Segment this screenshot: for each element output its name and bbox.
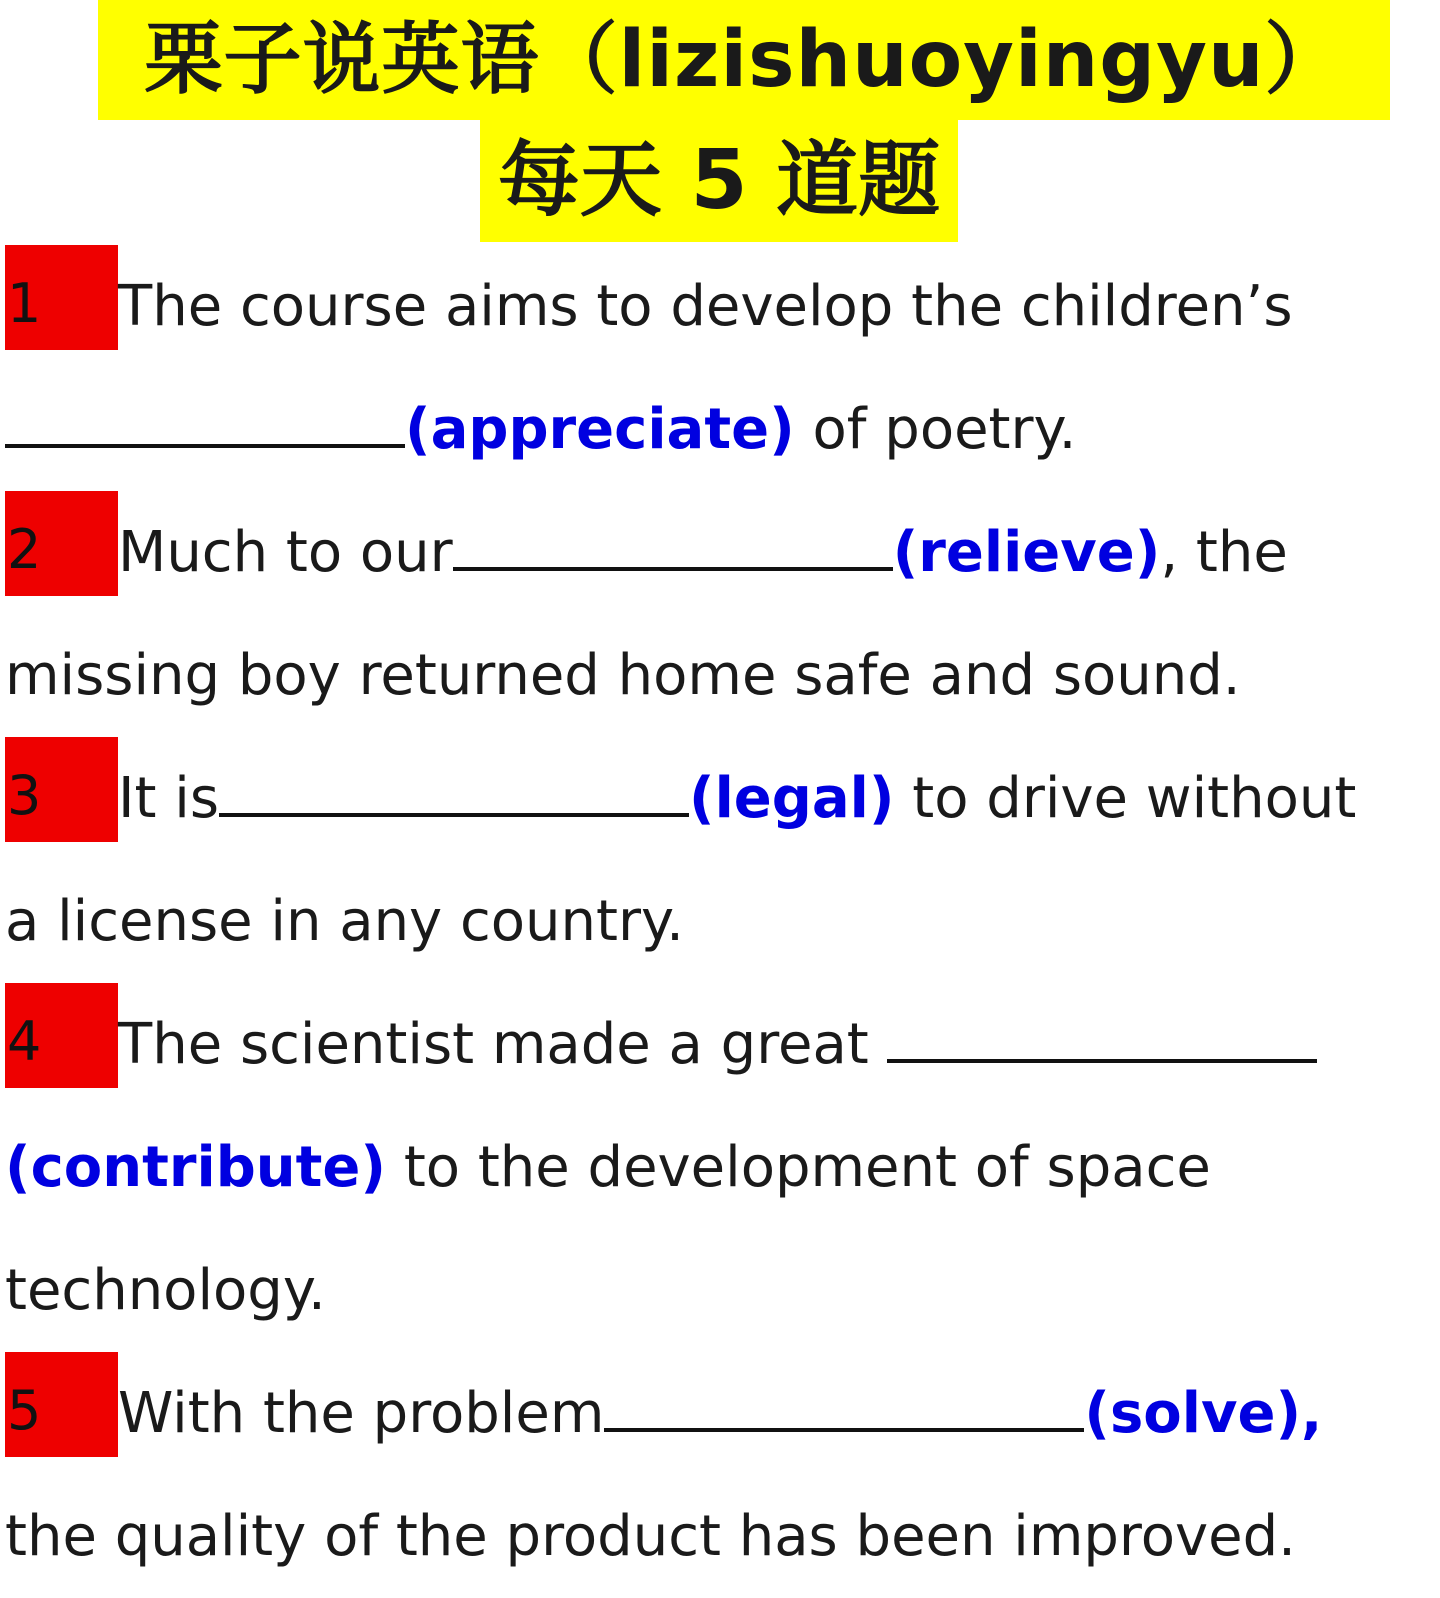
question-text: Much to our bbox=[118, 520, 453, 585]
question-text: the quality of the product has been improved. bbox=[5, 1504, 1296, 1569]
answer-blank[interactable] bbox=[887, 1015, 1317, 1063]
title-line-2 bbox=[480, 120, 958, 242]
question-text: The scientist made a great bbox=[118, 1012, 887, 1077]
question-text: technology. bbox=[5, 1258, 326, 1323]
question-5-line-1 bbox=[0, 1352, 1440, 1475]
question-text: to the development of space bbox=[386, 1135, 1211, 1200]
title-text-2: 每天 5 道题 bbox=[497, 133, 941, 228]
question-number-badge bbox=[5, 737, 118, 842]
question-number-badge bbox=[5, 983, 118, 1088]
word-hint: (appreciate) bbox=[405, 397, 795, 462]
question-text: missing boy returned home safe and sound. bbox=[5, 643, 1241, 708]
question-4-line-1 bbox=[0, 983, 1440, 1106]
word-hint: (relieve) bbox=[892, 520, 1161, 585]
question-2-line-1 bbox=[0, 491, 1440, 614]
question-number: 1 bbox=[7, 272, 42, 335]
question-number: 2 bbox=[7, 518, 42, 581]
title-line-1 bbox=[98, 0, 1390, 120]
question-3-line-2 bbox=[0, 860, 1440, 983]
question-number-badge bbox=[5, 245, 118, 350]
question-number: 5 bbox=[7, 1379, 42, 1442]
question-number-badge bbox=[5, 491, 118, 596]
title-text-1: 栗子说英语（lizishuoyingyu） bbox=[144, 15, 1344, 105]
question-1-line-2 bbox=[0, 368, 1440, 491]
question-text: to drive without bbox=[894, 766, 1357, 831]
question-3-line-1 bbox=[0, 737, 1440, 860]
question-text: a license in any country. bbox=[5, 889, 684, 954]
word-hint: (solve), bbox=[1084, 1381, 1323, 1446]
question-number-badge bbox=[5, 1352, 118, 1457]
question-text: It is bbox=[118, 766, 220, 831]
question-4-line-3 bbox=[0, 1229, 1440, 1352]
answer-blank[interactable] bbox=[604, 1384, 1084, 1432]
question-text: With the problem bbox=[118, 1381, 605, 1446]
question-5-line-2 bbox=[0, 1475, 1440, 1598]
question-number: 4 bbox=[7, 1010, 42, 1073]
question-text: of poetry. bbox=[794, 397, 1077, 462]
question-4-line-2 bbox=[0, 1106, 1440, 1229]
answer-blank[interactable] bbox=[453, 523, 893, 571]
question-2-line-2 bbox=[0, 614, 1440, 737]
word-hint: (legal) bbox=[689, 766, 895, 831]
answer-blank[interactable] bbox=[219, 769, 689, 817]
question-list bbox=[0, 245, 1440, 1598]
answer-blank[interactable] bbox=[5, 400, 405, 448]
question-text: , the bbox=[1160, 520, 1288, 585]
question-text: The course aims to develop the children’s bbox=[118, 274, 1293, 339]
question-number: 3 bbox=[7, 764, 42, 827]
word-hint: (contribute) bbox=[5, 1135, 387, 1200]
question-1-line-1 bbox=[0, 245, 1440, 368]
